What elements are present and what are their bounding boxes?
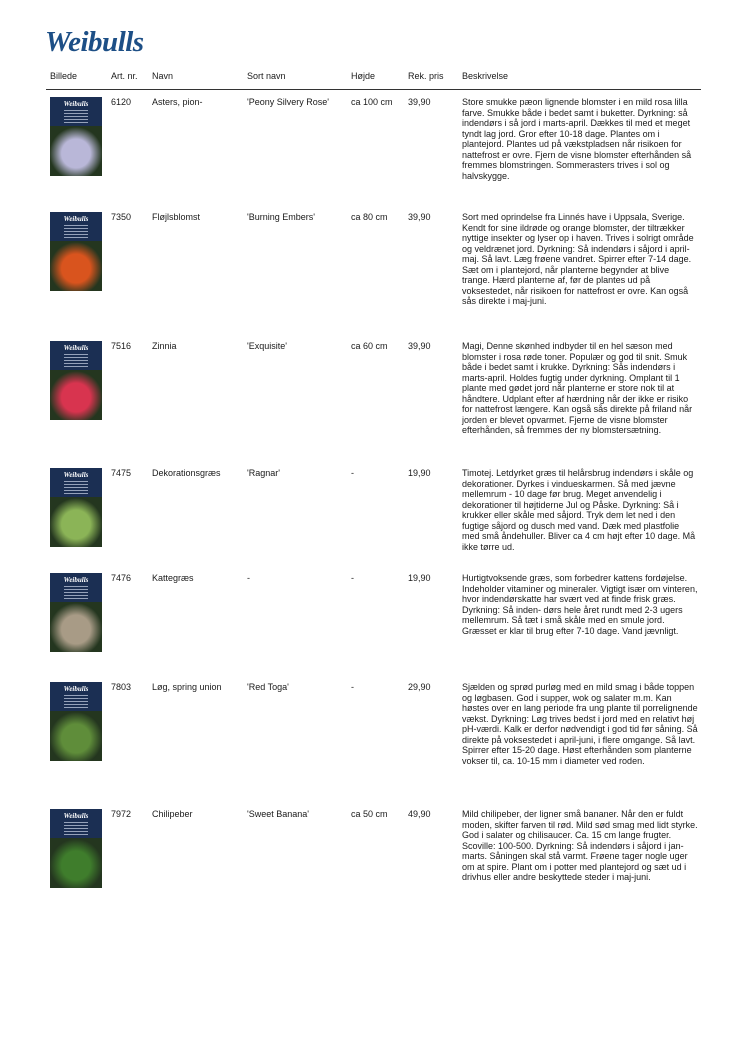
header-image: Billede <box>50 71 78 81</box>
header-art-number: Art. nr. <box>111 71 138 81</box>
header-description: Beskrivelse <box>462 71 509 81</box>
packet-photo <box>50 602 102 652</box>
product-name: Kattegræs <box>152 573 194 583</box>
description: Mild chilipeber, der ligner små bananer. Når den er fuldt moden, skifter farven til rød. Mild sød smag med lidt styrke. God i salater og chilisaucer. Ca. 15 cm lange frugter. Scoville: 100-500. Dyrkning: Så indendørs i såjord i jan-marts. Såningen skal stå varmt. Frøene tager nogle uger om at spire. Plant om i potter med plantejord og sæt ud i drivhus eller andre beskyttede steder i maj-juni. <box>462 809 698 882</box>
seed-packet-image <box>50 341 102 420</box>
packet-photo <box>50 126 102 176</box>
packet-label-lines <box>64 695 88 709</box>
price: 39,90 <box>408 341 431 351</box>
packet-photo <box>50 241 102 291</box>
plant-height: ca 50 cm <box>351 809 388 819</box>
plant-height: - <box>351 682 354 692</box>
packet-photo <box>50 497 102 547</box>
product-name: Fløjlsblomst <box>152 212 201 222</box>
seed-packet-image <box>50 97 102 176</box>
product-name: Zinnia <box>152 341 177 351</box>
packet-photo <box>50 711 102 761</box>
seed-packet-image <box>50 809 102 888</box>
packet-brand: Weibulls <box>63 344 89 352</box>
art-number: 7972 <box>111 809 132 819</box>
packet-label-lines <box>64 822 88 836</box>
seed-packet-image <box>50 682 102 761</box>
plant-height: - <box>351 573 354 583</box>
packet-brand: Weibulls <box>63 576 89 584</box>
seed-packet-image <box>50 573 102 652</box>
variety-name: 'Exquisite' <box>247 341 287 351</box>
variety-name: 'Peony Silvery Rose' <box>247 97 329 107</box>
packet-label-lines <box>64 586 88 600</box>
product-name: Asters, pion- <box>152 97 203 107</box>
art-number: 7516 <box>111 341 132 351</box>
packet-label-lines <box>64 110 88 124</box>
description: Sjælden og sprød purløg med en mild smag i både toppen og løgbasen. God i supper, wok og salater m.m. Kan høstes over en lang periode fra ung plante til porrelignende vækst. Dyrkning: Løg trives bedst i jord med en relativt høj pH-værdi. Kalk er derfor nødvendigt i god tid før såning. Så direkte på voksestedet i april-juni, i flere omgange. Så lavt. Spirrer efter 15-20 dage. Høst efterhånden som planterne vokser til, ca. 10-15 mm i diameter ved roden. <box>462 682 698 766</box>
variety-name: 'Burning Embers' <box>247 212 315 222</box>
packet-label-lines <box>64 481 88 495</box>
description: Store smukke pæon lignende blomster i en mild rosa lilla farve. Smukke både i bedet samt i buketter. Dyrkning: så indendørs i så jord i marts-april. Dækkes til med et meget tyndt lag jord. Gror efter 10-18 dage. Plantes om i plantejord. Plantes ud på vækstpladsen når risikoen for nattefrost er ovre. Fjern de visne blomster efterhånden så fremmes blomstringen. Sommerasters trives i sol og halvskygge. <box>462 97 692 181</box>
description: Sort med oprindelse fra Linnés have i Uppsala, Sverige. Kendt for sine ildrøde og orange blomster, der tiltrækker nyttige insekter og lyser op i haven. Trives i solrigt område og veldrænet jord. Dyrkning: Så indendørs i såjord i april-maj. Så lavt. Læg frøene vandret. Spirrer efter 7-14 dage. Sæt om i plantejord, når planterne begynder at blive trange. Hærd planterne af, før de plantes ud på voksestedet, når risikoen for nattefrost er ovre. Kan også sås direkte i maj-juni. <box>462 212 694 306</box>
description: Hurtigtvoksende græs, som forbedrer kattens fordøjelse. Indeholder vitaminer og mineraler. Vigtigt især om vinteren, hvor indendørskatte har svært ved at finde frisk græs. Dyrkning: Så inden- dørs hele året rundt med 2-3 ugers mellemrum. Så tæt i små skåle med en smule jord. Græsset er klar til brug efter 7-10 dage. Vand jævnligt. <box>462 573 698 636</box>
packet-photo <box>50 370 102 420</box>
header-height: Højde <box>351 71 376 81</box>
price: 19,90 <box>408 573 431 583</box>
packet-brand: Weibulls <box>63 471 89 479</box>
variety-name: 'Ragnar' <box>247 468 280 478</box>
product-name: Dekorationsgræs <box>152 468 221 478</box>
art-number: 7350 <box>111 212 132 222</box>
seed-packet-image <box>50 468 102 547</box>
packet-brand: Weibulls <box>63 685 89 693</box>
price: 39,90 <box>408 212 431 222</box>
art-number: 7475 <box>111 468 132 478</box>
plant-height: ca 60 cm <box>351 341 388 351</box>
art-number: 6120 <box>111 97 132 107</box>
packet-label-lines <box>64 225 88 239</box>
product-name: Chilipeber <box>152 809 193 819</box>
brand-logo: Weibulls <box>45 26 144 58</box>
description: Magi, Denne skønhed indbyder til en hel sæson med blomster i rosa røde toner. Populær og god til snit. Smuk både i bedet samt i krukke. Dyrkning: Sås indendørs i marts-april. Holdes fugtig under dyrkning. Omplant til 1 plante med gødet jord når planterne er store nok til at håndtere. Udplant efter af hærdning når der ikke er risiko for nattefrost længere. Kan også sås direkte på friland når jorden er blevet opvarmet. Fjerne de visne blomster efterhånden, så fremmes der ny blomstersætning. <box>462 341 693 435</box>
packet-label-lines <box>64 354 88 368</box>
plant-height: - <box>351 468 354 478</box>
price: 19,90 <box>408 468 431 478</box>
seed-packet-image <box>50 212 102 291</box>
variety-name: 'Sweet Banana' <box>247 809 309 819</box>
price: 39,90 <box>408 97 431 107</box>
variety-name: - <box>247 573 250 583</box>
packet-brand: Weibulls <box>63 100 89 108</box>
table-header <box>46 71 701 90</box>
price: 49,90 <box>408 809 431 819</box>
variety-name: 'Red Toga' <box>247 682 289 692</box>
header-price: Rek. pris <box>408 71 444 81</box>
description: Timotej. Letdyrket græs til helårsbrug indendørs i skåle og dekorationer. Dyrkes i vindueskarmen. Så med jævne mellemrum - 10 dage før brug. Meget anvendelig i dekorationer til højtiderne Jul og Påske. Dyrkning: Så i krukker eller skåle med såjord. Tryk dem let ned i den fugtige såjord og dusch med vand. Dæk med plastfolie med små åndehuller. Bliver ca 4 cm højt efter 10 dage. Må ikke tørre ud. <box>462 468 696 552</box>
plant-height: ca 100 cm <box>351 97 393 107</box>
header-variety: Sort navn <box>247 71 286 81</box>
header-name: Navn <box>152 71 174 81</box>
art-number: 7803 <box>111 682 132 692</box>
product-name: Løg, spring union <box>152 682 222 692</box>
price: 29,90 <box>408 682 431 692</box>
packet-photo <box>50 838 102 888</box>
packet-brand: Weibulls <box>63 215 89 223</box>
plant-height: ca 80 cm <box>351 212 388 222</box>
art-number: 7476 <box>111 573 132 583</box>
packet-brand: Weibulls <box>63 812 89 820</box>
